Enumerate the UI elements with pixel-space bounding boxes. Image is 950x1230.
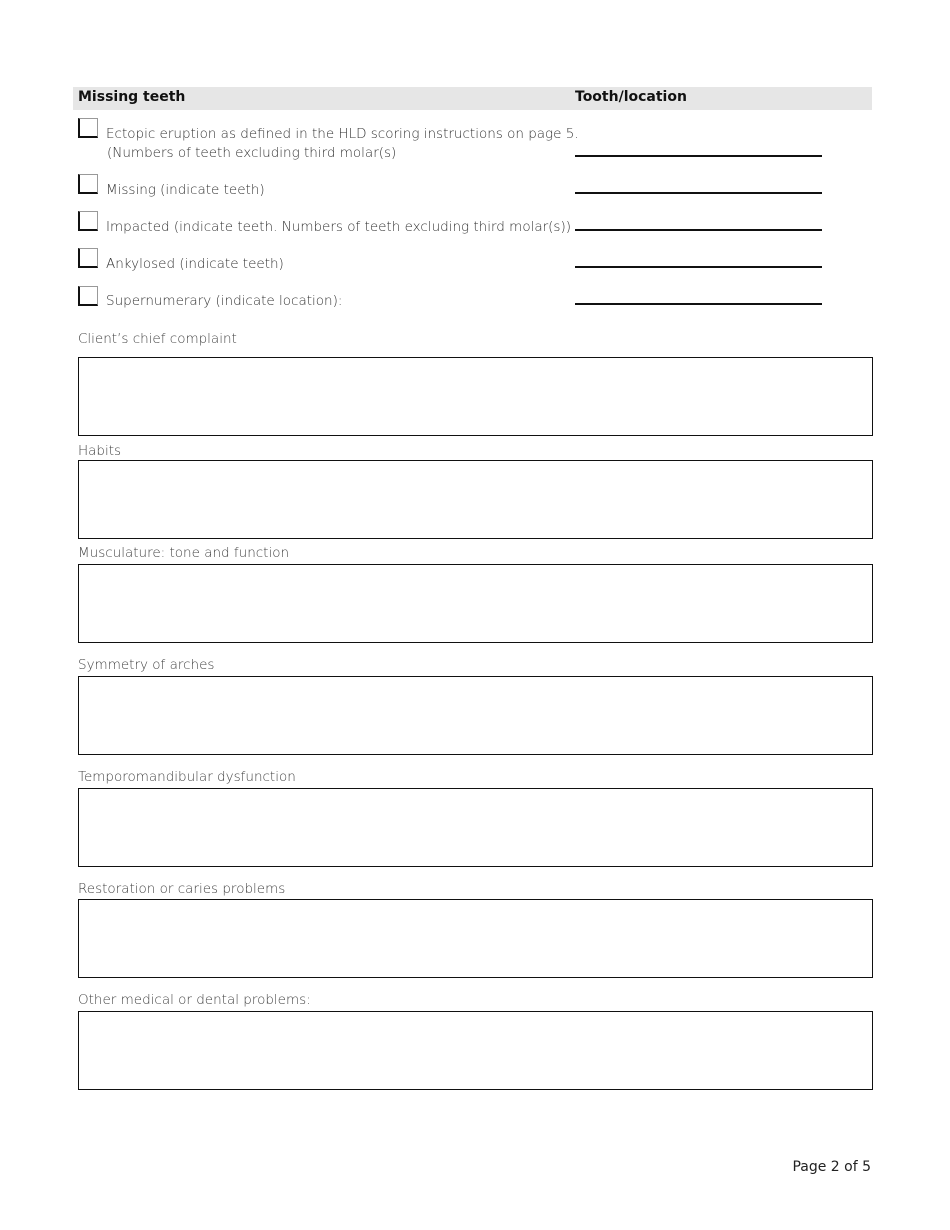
- impacted-teeth-label: Impacted (indicate teeth. Numbers of teeth excluding third molar(s)): [106, 219, 571, 235]
- ankylosed-teeth-label: Ankylosed (indicate teeth): [106, 256, 284, 272]
- ectopic-eruption-label: Ectopic eruption as defined in the HLD scoring instructions on page 5.: [106, 126, 579, 142]
- missing-teeth-checkbox[interactable]: [78, 174, 98, 194]
- ectopic-eruption-tooth-line[interactable]: [575, 155, 822, 157]
- tooth-location-heading: Tooth/location: [575, 89, 687, 105]
- ankylosed-teeth-tooth-line[interactable]: [575, 266, 822, 268]
- habits-label: Habits: [78, 443, 122, 459]
- ectopic-eruption-checkbox[interactable]: [78, 118, 98, 138]
- restoration-label: Restoration or caries problems: [78, 881, 286, 897]
- ectopic-eruption-label-note: (Numbers of teeth excluding third molar(s): [107, 145, 397, 161]
- symmetry-label: Symmetry of arches: [78, 657, 215, 673]
- restoration-field[interactable]: [78, 899, 873, 978]
- page-number: Page 2 of 5: [792, 1159, 871, 1175]
- musculature-label: Musculature: tone and function: [78, 545, 290, 561]
- missing-teeth-label: Missing (indicate teeth): [106, 182, 265, 198]
- ankylosed-teeth-checkbox[interactable]: [78, 248, 98, 268]
- other-problems-label: Other medical or dental problems:: [78, 992, 311, 1008]
- chief-complaint-field[interactable]: [78, 357, 873, 436]
- chief-complaint-label: Client’s chief complaint: [78, 331, 237, 347]
- supernumerary-checkbox[interactable]: [78, 286, 98, 306]
- table-header-bar: [73, 87, 872, 110]
- impacted-teeth-checkbox[interactable]: [78, 211, 98, 231]
- tmd-label: Temporomandibular dysfunction: [78, 769, 296, 785]
- supernumerary-label: Supernumerary (indicate location):: [106, 293, 343, 309]
- musculature-field[interactable]: [78, 564, 873, 643]
- impacted-teeth-tooth-line[interactable]: [575, 229, 822, 231]
- tmd-field[interactable]: [78, 788, 873, 867]
- symmetry-field[interactable]: [78, 676, 873, 755]
- missing-teeth-heading: Missing teeth: [78, 89, 186, 105]
- supernumerary-tooth-line[interactable]: [575, 303, 822, 305]
- other-problems-field[interactable]: [78, 1011, 873, 1090]
- missing-teeth-tooth-line[interactable]: [575, 192, 822, 194]
- habits-field[interactable]: [78, 460, 873, 539]
